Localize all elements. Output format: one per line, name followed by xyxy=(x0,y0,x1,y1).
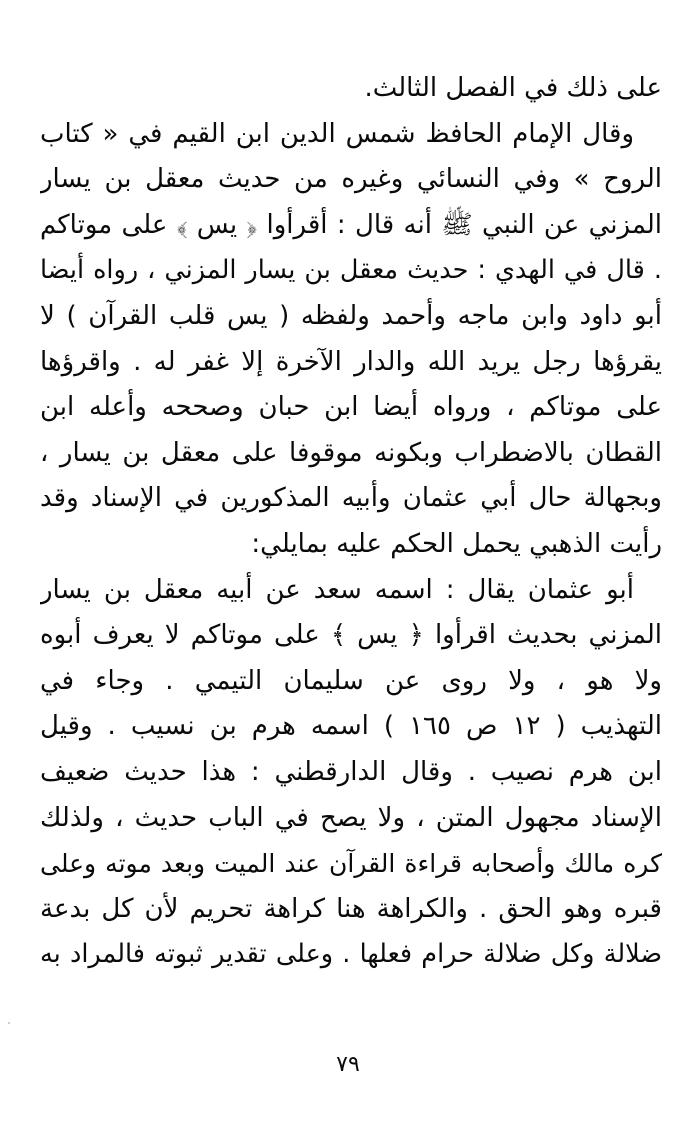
page-number: ٧٩ xyxy=(336,1052,360,1077)
text-line: على ذلك في الفصل الثالث. xyxy=(364,73,662,103)
scan-speck xyxy=(8,1022,10,1024)
text-line: وبجهالة حال أبي عثمان وأبيه المذكورين في الإسناد وقد xyxy=(40,483,662,514)
text-line: ابن هرم نصيب . وقال الدارقطني : هذا حديث ضعيف xyxy=(40,756,662,787)
text-line: ولا هو ، ولا روى عن سليمان التيمي . وجاء في xyxy=(40,665,662,696)
text-line: رأيت الذهبي يحمل الحكم عليه بمايلي: xyxy=(251,528,662,559)
text-line: ضلالة وكل ضلالة حرام فعلها . وعلى تقدير ثبوته فالمراد به xyxy=(40,939,662,970)
text-line: القطان بالاضطراب وبكونه موقوفا على معقل بن يسار ، xyxy=(40,437,662,468)
text-line: يقرؤها رجل يريد الله والدار الآخرة إلا غفر له . واقرؤها xyxy=(40,346,662,377)
text-line: . قال في الهدي : حديث معقل بن يسار المزني ، رواه أيضا xyxy=(40,255,662,286)
text-line: المزني عن النبي ﷺ أنه قال : أقرأوا ﴿ يس ﴾ على موتاكم xyxy=(40,209,662,240)
text-line: أبو عثمان يقال : اسمه سعد عن أبيه معقل بن يسار xyxy=(40,574,634,605)
text-line: التهذيب ( ١٢ ص ١٦٥ ) اسمه هرم بن نسيب . وقيل xyxy=(40,711,662,742)
text-line: المزني بحديث اقرأوا ﴿ يس ﴾ على موتاكم لا يعرف أبوه xyxy=(40,620,662,651)
body-text xyxy=(40,66,662,978)
text-line: قبره وهو الحق . والكراهة هنا كراهة تحريم لأن كل بدعة xyxy=(40,893,662,924)
text-line: أبو داود وابن ماجه وأحمد ولفظه ( يس قلب القرآن ) لا xyxy=(40,300,662,331)
text-line: كره مالك وأصحابه قراءة القرآن عند الميت وبعد موته وعلى xyxy=(40,849,662,879)
text-line: وقال الإمام الحافظ شمس الدين ابن القيم في « كتاب xyxy=(40,118,634,149)
text-line: على موتاكم ، ورواه أيضا ابن حبان وصححه وأعله ابن xyxy=(40,392,662,423)
text-line: الروح » وفي النسائي وغيره من حديث معقل بن يسار xyxy=(40,164,662,195)
text-line: الإسناد مجهول المتن ، ولا يصح في الباب حديث ، ولذلك xyxy=(40,802,662,833)
